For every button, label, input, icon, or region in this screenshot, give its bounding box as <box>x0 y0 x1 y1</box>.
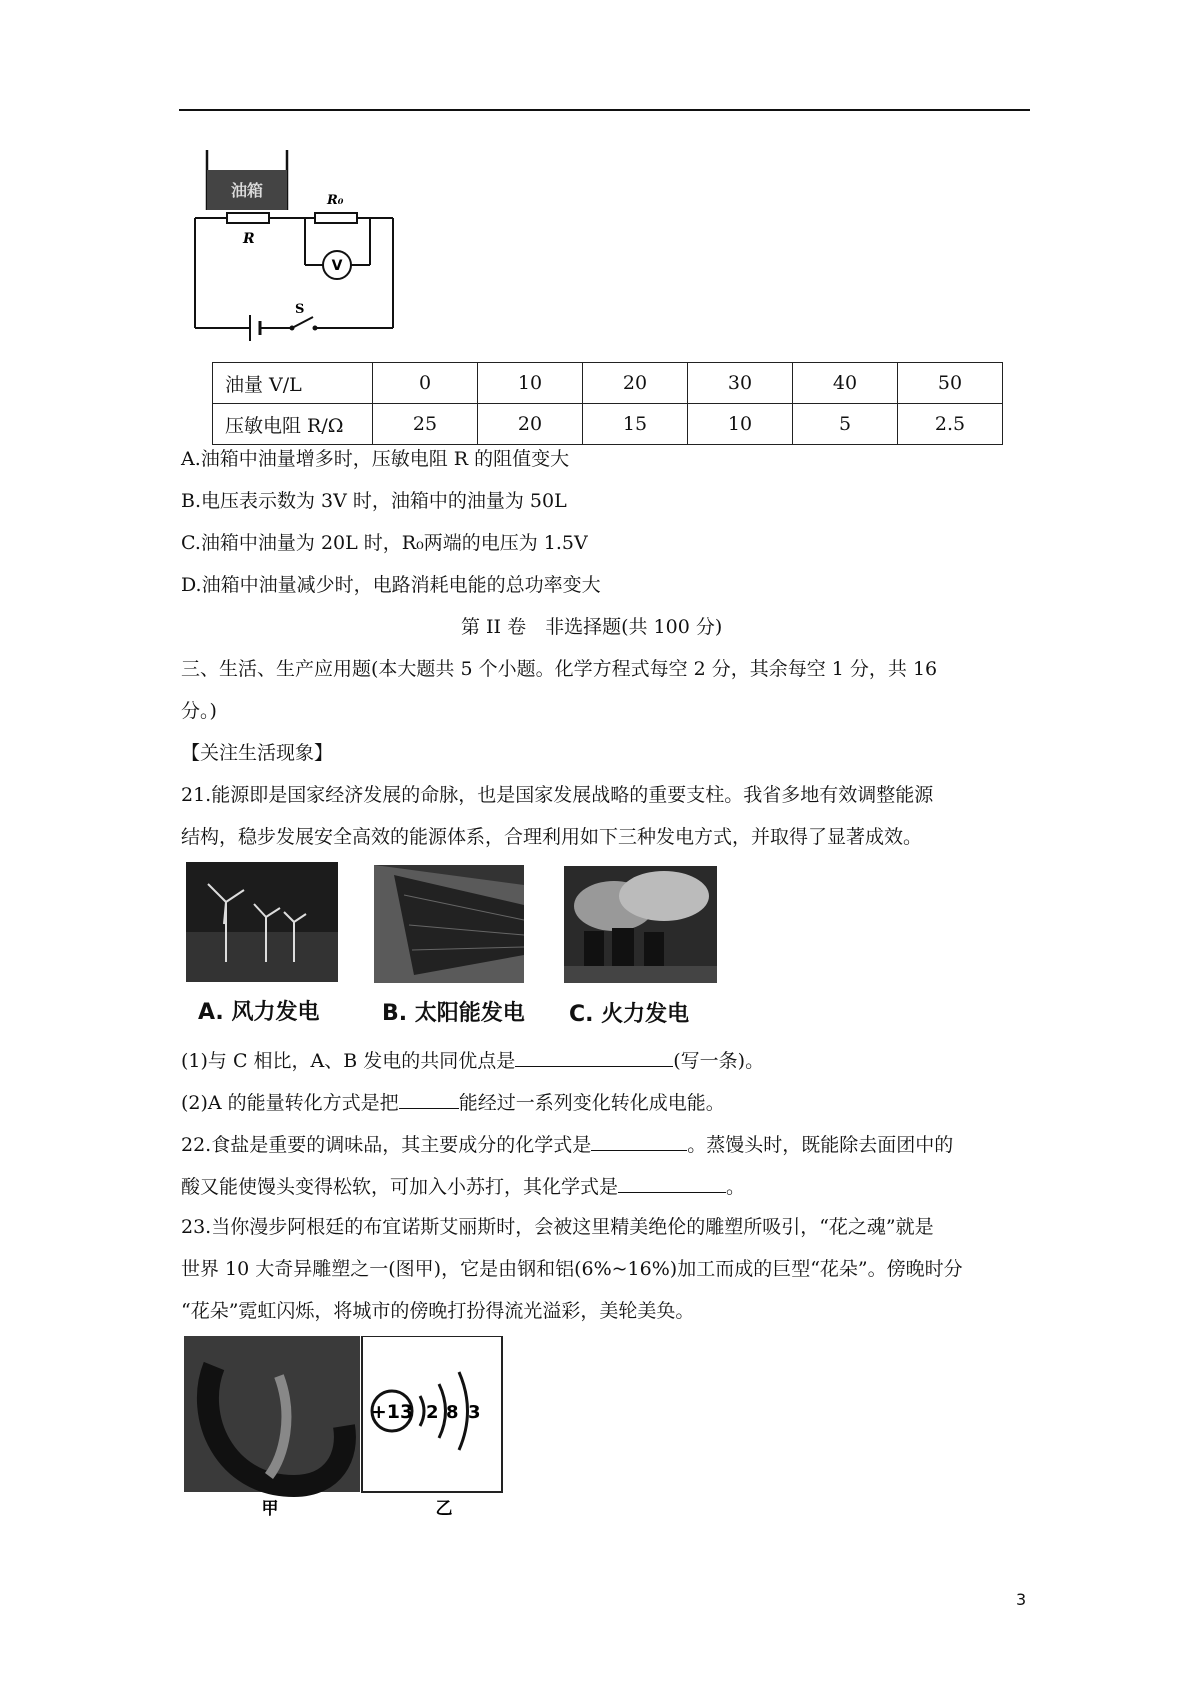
page-number: 3 <box>1016 1590 1027 1609</box>
solar-power-photo <box>374 865 524 983</box>
electron-count: 8 <box>446 1402 459 1423</box>
answer-blank[interactable] <box>399 1090 459 1109</box>
oil-resistance-table <box>212 362 1003 445</box>
table-cell: 30 <box>688 363 793 404</box>
switch-label: S <box>295 302 305 317</box>
q22-line1-suffix: 。蒸馒头时，既能除去面团中的 <box>687 1134 954 1156</box>
thermal-power-photo <box>564 866 717 983</box>
section3-line1: 三、生活、生产应用题(本大题共 5 个小题。化学方程式每空 2 分，其余每空 1 分，共 16 <box>181 658 938 680</box>
photo-caption-solar: B. 太阳能发电 <box>382 1001 525 1026</box>
q22-line2-suffix: 。 <box>726 1176 746 1198</box>
q21-sub2-text: (2)A 的能量转化方式是把 <box>181 1092 399 1114</box>
table-cell: 20 <box>478 404 583 445</box>
table-cell: 油量 V/L <box>213 363 373 404</box>
photo-caption-wind: A. 风力发电 <box>198 1000 320 1025</box>
wind-power-photo <box>186 862 338 982</box>
q22-line2 <box>181 1174 745 1199</box>
r-label: R <box>243 231 255 247</box>
figure-label-yi: 乙 <box>435 1499 453 1518</box>
table-cell: 40 <box>793 363 898 404</box>
option-b: B.电压表示数为 3V 时，油箱中的油量为 50L <box>181 490 567 512</box>
section3-line2: 分。) <box>181 700 217 722</box>
table-cell: 2.5 <box>898 404 1003 445</box>
figure-label-jia: 甲 <box>261 1499 279 1518</box>
table-cell: 压敏电阻 R/Ω <box>213 404 373 445</box>
answer-blank[interactable] <box>591 1132 687 1151</box>
table-row <box>213 404 1003 445</box>
option-d: D.油箱中油量减少时，电路消耗电能的总功率变大 <box>181 574 601 596</box>
table-cell: 0 <box>373 363 478 404</box>
q23-figure <box>184 1336 504 1518</box>
q22-line1-text: 22.食盐是重要的调味品，其主要成分的化学式是 <box>181 1134 592 1156</box>
table-cell: 25 <box>373 404 478 445</box>
q21-line1: 21.能源即是国家经济发展的命脉，也是国家发展战略的重要支柱。我省多地有效调整能源 <box>181 784 934 806</box>
section-focus-heading: 【关注生活现象】 <box>181 742 334 764</box>
answer-blank[interactable] <box>515 1048 673 1067</box>
voltmeter-label: V <box>331 258 343 274</box>
table-cell: 20 <box>583 363 688 404</box>
table-cell: 5 <box>793 404 898 445</box>
electron-count: 3 <box>468 1402 481 1423</box>
option-a: A.油箱中油量增多时，压敏电阻 R 的阻值变大 <box>181 448 570 470</box>
q21-sub1-suffix: (写一条)。 <box>673 1050 765 1072</box>
r0-label: R₀ <box>327 193 344 208</box>
nucleus-label: +13 <box>370 1401 414 1423</box>
option-c: C.油箱中油量为 20L 时，R₀两端的电压为 1.5V <box>181 532 588 554</box>
q21-line2: 结构，稳步发展安全高效的能源体系，合理利用如下三种发电方式，并取得了显著成效。 <box>181 826 923 848</box>
table-cell: 10 <box>688 404 793 445</box>
q23-line3: “花朵”霓虹闪烁，将城市的傍晚打扮得流光溢彩，美轮美奂。 <box>181 1300 695 1322</box>
table-cell: 15 <box>583 404 688 445</box>
table-cell: 50 <box>898 363 1003 404</box>
header-rule <box>179 109 1030 111</box>
q23-line1: 23.当你漫步阿根廷的布宜诺斯艾丽斯时，会被这里精美绝伦的雕塑所吸引，“花之魂”就是 <box>181 1216 934 1238</box>
tank-label: 油箱 <box>230 181 264 200</box>
oil-tank-circuit-diagram <box>185 145 410 345</box>
q23-line2: 世界 10 大奇异雕塑之一(图甲)，它是由钢和铝(6%~16%)加工而成的巨型“花朵”。傍晚时分 <box>181 1258 963 1280</box>
q22-line1 <box>181 1132 953 1157</box>
answer-blank[interactable] <box>618 1174 726 1193</box>
part-title: 第 II 卷 非选择题(共 100 分) <box>461 616 723 638</box>
q21-sub2 <box>181 1090 725 1115</box>
q21-sub1 <box>181 1048 764 1073</box>
table-cell: 10 <box>478 363 583 404</box>
table-row <box>213 363 1003 404</box>
q21-sub1-text: (1)与 C 相比，A、B 发电的共同优点是 <box>181 1050 516 1072</box>
photo-caption-thermal: C. 火力发电 <box>569 1002 690 1027</box>
q22-line2-text: 酸又能使馒头变得松软，可加入小苏打，其化学式是 <box>181 1176 619 1198</box>
electron-count: 2 <box>426 1402 439 1423</box>
q21-sub2-suffix: 能经过一系列变化转化成电能。 <box>458 1092 725 1114</box>
